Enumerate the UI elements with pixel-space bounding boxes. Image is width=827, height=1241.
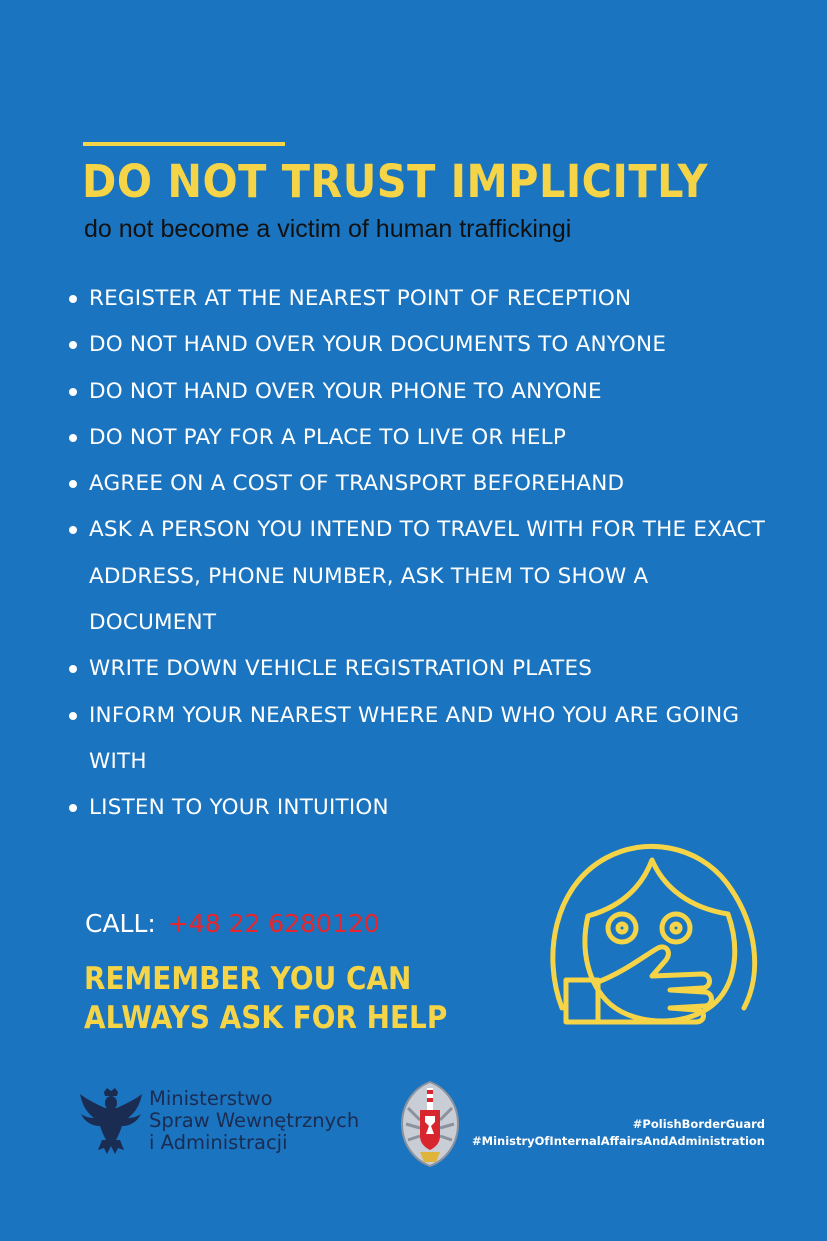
- hashtags: [472, 1116, 765, 1150]
- list-item: [66, 646, 766, 692]
- bullet-icon: [69, 526, 77, 534]
- hashtag: #PolishBorderGuard: [632, 1117, 765, 1131]
- right-pupil: [672, 924, 680, 932]
- ministry-name-line: Ministerstwo: [149, 1087, 273, 1110]
- help-reminder-line: REMEMBER YOU CAN: [84, 961, 412, 997]
- ministry-name-line: i Administracji: [149, 1131, 288, 1154]
- bullet-icon: [69, 388, 77, 396]
- page-title: DO NOT TRUST IMPLICITLY: [82, 155, 708, 208]
- bullet-icon: [69, 665, 77, 673]
- hashtag: #MinistryOfInternalAffairsAndAdministration: [471, 1134, 765, 1148]
- list-item: [66, 322, 766, 368]
- tip-text: DO NOT HAND OVER YOUR DOCUMENTS TO ANYONE: [89, 332, 667, 358]
- bullet-icon: [69, 480, 77, 488]
- shocked-face-hand-over-mouth-icon: [540, 838, 770, 1038]
- tip-text: AGREE ON A COST OF TRANSPORT BEFOREHAND: [89, 471, 625, 497]
- right-eye-icon: [662, 914, 690, 942]
- ministry-name-line: Spraw Wewnętrznych: [149, 1109, 360, 1132]
- tip-text: INFORM YOUR NEAREST WHERE AND WHO YOU ARE GOING WITH: [89, 702, 740, 774]
- tip-text: ASK A PERSON YOU INTEND TO TRAVEL WITH FOR THE EXACT ADDRESS, PHONE NUMBER, ASK THEM TO SHOW A DOCUMENT: [89, 517, 766, 636]
- page-subtitle: do not become a victim of human traffickingi: [84, 215, 572, 243]
- list-item: [66, 785, 766, 831]
- title-rule: [83, 142, 285, 146]
- bullet-icon: [69, 712, 77, 720]
- ministry-logo-text: [149, 1088, 359, 1154]
- bullet-icon: [69, 434, 77, 442]
- safety-tips-list: [66, 276, 766, 832]
- help-reminder: [84, 960, 447, 1038]
- tip-text: LISTEN TO YOUR INTUITION: [89, 795, 389, 821]
- helpline: [85, 902, 380, 946]
- list-item: [66, 693, 766, 786]
- list-item: [66, 415, 766, 461]
- tip-text: WRITE DOWN VEHICLE REGISTRATION PLATES: [89, 656, 593, 682]
- list-item: [66, 461, 766, 507]
- border-guard-emblem-icon: [398, 1078, 462, 1168]
- call-label: CALL:: [85, 909, 156, 938]
- help-reminder-line: ALWAYS ASK FOR HELP: [84, 1000, 448, 1036]
- tip-text: REGISTER AT THE NEAREST POINT OF RECEPTION: [89, 286, 632, 311]
- left-pupil: [618, 924, 626, 932]
- tip-text: DO NOT HAND OVER YOUR PHONE TO ANYONE: [89, 378, 602, 404]
- bullet-icon: [69, 804, 77, 812]
- bullet-icon: [69, 341, 77, 349]
- helpline-phone-number[interactable]: +48 22 6280120: [167, 909, 380, 938]
- tip-text: DO NOT PAY FOR A PLACE TO LIVE OR HELP: [89, 424, 567, 450]
- left-eye-icon: [608, 914, 636, 942]
- polish-eagle-icon: [80, 1088, 142, 1154]
- hair-outline: [553, 846, 755, 1008]
- list-item: [66, 369, 766, 415]
- list-item: [66, 276, 766, 322]
- list-item: [66, 507, 766, 646]
- bullet-icon: [69, 295, 77, 303]
